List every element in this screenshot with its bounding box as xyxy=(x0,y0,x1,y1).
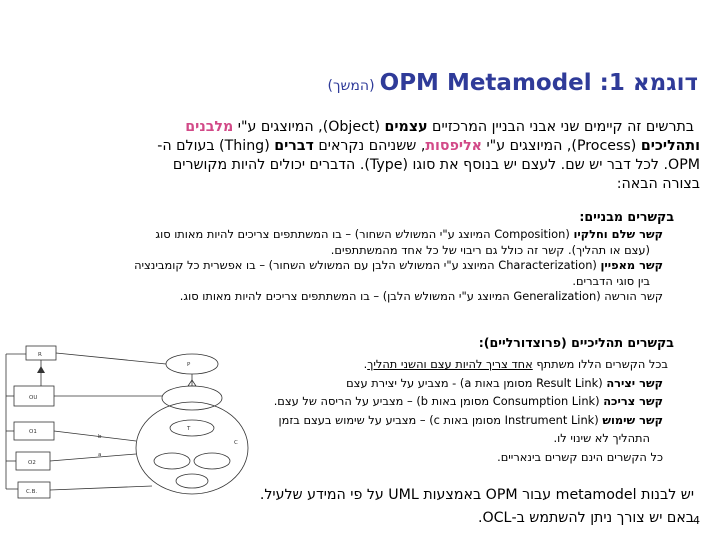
term-things: דברים xyxy=(274,138,314,154)
list-item xyxy=(28,227,668,243)
note-underlined: אחד צריך להיות עצם והשני תהליך xyxy=(367,357,533,371)
intro-text: (Process), המיוצגים ע"י xyxy=(482,138,641,154)
term-objects: עצמים xyxy=(384,119,428,135)
diagram-process-inner xyxy=(176,474,208,488)
intro-text: בתרשים זה קיימים שני אבני הבניין המרכזיים xyxy=(427,119,694,135)
item-text: כל הקשרים הינם קשרים בינאריים. xyxy=(497,449,663,464)
list-item xyxy=(248,374,668,393)
diagram-process-inner xyxy=(170,420,214,436)
diagram-label: T xyxy=(187,426,191,432)
item-label: קשר צריכה xyxy=(603,394,663,408)
diagram-process-p xyxy=(166,354,218,374)
footer-text: יש לבנות metamodel עבור OPM באמצעות UML על פי המידע שלעיל. xyxy=(259,487,694,503)
procedural-list xyxy=(248,355,668,466)
procedural-note xyxy=(248,355,668,374)
heading-text: בקשרים מבניים: xyxy=(579,209,674,224)
list-item xyxy=(248,411,668,430)
diagram-process-inner xyxy=(154,453,190,469)
diagram-label: R xyxy=(38,352,42,358)
item-text: (Generalization המיוצג ע"י המשולש הלבן) – בו המשתתפים צריכים להיות מאותו סוג. xyxy=(179,289,605,303)
item-text: (Composition המיוצג ע"י המשולש השחור) – בו המשתתפים צריכים להיות מאותו סוג xyxy=(155,227,574,241)
item-text: (Consumption Link מסומן באות b) – מצביע על הריסה של עצם. xyxy=(273,394,604,408)
list-item xyxy=(248,448,668,467)
intro-text: OPM. לכל דבר יש שם. לעצם יש בנוסף את סוגו (Type). הדברים יכולים להיות מקושרים xyxy=(172,157,700,173)
title-main: דוגמא 1: OPM Metamodel xyxy=(379,70,698,96)
diagram-process-inner xyxy=(194,453,230,469)
diagram-label: a xyxy=(98,452,102,458)
item-continuation: (עצם או תהליך). קשר זה כולל גם ריבוי של כל אחד מהמשתתפים. xyxy=(330,242,650,257)
item-label: קשר הורשה xyxy=(604,289,663,303)
term-processes: ותהליכים xyxy=(640,138,700,154)
item-continuation: התהליך לא שינוי לו. xyxy=(553,431,650,445)
list-item xyxy=(28,289,668,305)
item-text: (Result Link מסומן באות a) - מצביע על יצירת עצם xyxy=(346,375,607,390)
item-label: קשר מאפיין xyxy=(600,258,663,272)
item-continuation: בין סוגי הדברים. xyxy=(572,273,650,288)
diagram-process-c xyxy=(136,402,248,494)
structural-list xyxy=(28,227,668,305)
term-rectangles: מלבנים xyxy=(185,119,234,135)
item-text: (Instrument Link מסומן באות c) – מצביע על שימוש בעצם בזמן xyxy=(278,412,603,427)
title-sub: (המשך) xyxy=(327,78,375,94)
diagram-label: C xyxy=(234,440,238,446)
procedural-heading xyxy=(280,334,680,351)
footer-line-2 xyxy=(60,509,700,528)
intro-paragraph xyxy=(35,118,700,194)
page-number: 4 xyxy=(693,514,700,527)
intro-text: בצורה הבאה: xyxy=(616,176,700,192)
list-item xyxy=(28,258,668,274)
item-text: (Characterization המיוצג ע"י המשולש הלבן עם המשולש השחור) – בו אפשרית כל קומבינציה xyxy=(134,258,601,272)
footer-text: באם יש צורך ניתן להשתמש ב-OCL. xyxy=(477,510,694,526)
note-text: בכל הקשרים הללו משתתף xyxy=(532,357,668,371)
diagram-label: OU xyxy=(29,395,38,401)
diagram-process xyxy=(162,386,222,410)
structural-heading xyxy=(80,208,680,225)
heading-text: בקשרים תהליכיים (פרוצדורליים): xyxy=(478,335,674,350)
list-item xyxy=(248,392,668,411)
diagram-label: P xyxy=(187,362,191,368)
item-label: קשר שימוש xyxy=(602,412,663,427)
diagram-label: O2 xyxy=(28,460,36,466)
intro-text: , ששניהם נקראים xyxy=(313,138,426,154)
term-ellipses: אליפסות xyxy=(425,138,482,154)
diagram-label: O1 xyxy=(29,429,37,435)
diagram-label: b xyxy=(98,434,102,440)
note-text: . xyxy=(363,357,368,371)
intro-text: (Object), המיוצגים ע"י xyxy=(233,119,385,135)
slide-title xyxy=(320,70,698,96)
item-label: קשר שלם וחלקיו xyxy=(573,227,663,241)
diagram-label: C.B. xyxy=(26,489,38,495)
diagram-triangle xyxy=(37,366,45,373)
intro-text: (Thing) בעולם ה- xyxy=(157,138,275,154)
item-label: קשר יצירה xyxy=(606,375,663,390)
opm-diagram xyxy=(2,336,255,508)
